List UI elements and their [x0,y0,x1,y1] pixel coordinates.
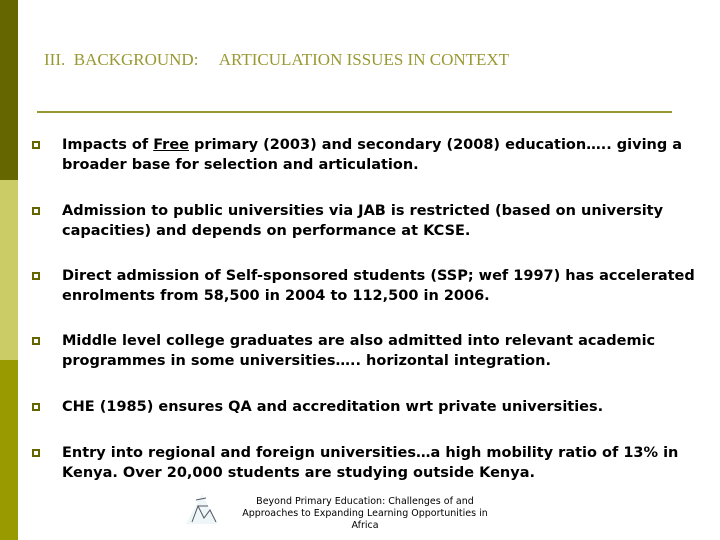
bullet-text: Middle level college graduates are also admitted into relevant academic programmes in some universities….. horizontal integration. [62,333,656,369]
square-bullet-icon [32,337,40,345]
square-bullet-icon [32,272,40,280]
square-bullet-icon [32,449,40,457]
side-bar-middle [0,180,18,360]
square-bullet-icon [32,403,40,411]
square-bullet-icon [32,141,40,149]
bullet-text: Direct admission of Self-sponsored students (SSP; wef 1997) has accelerated enrolments from 58,500 in 2004 to 112,500 in 2006. [62,268,695,304]
side-bar-top [0,0,18,180]
slide-title: III. BACKGROUND: ARTICULATION ISSUES IN CONTEXT [44,50,510,69]
bullet-item [32,444,702,483]
organization-logo-icon [184,492,220,526]
bullet-item [32,398,702,418]
bullet-text: CHE (1985) ensures QA and accreditation wrt private universities. [62,399,604,415]
bullet-text: Impacts of Free primary (2003) and secondary (2008) education….. giving a broader base for selection and articulation. [62,137,683,173]
bullet-item [32,136,702,175]
bullet-item [32,202,702,241]
title-divider [37,111,672,113]
bullet-text: Admission to public universities via JAB is restricted (based on university capacities) and depends on performance at KCSE. [62,203,664,239]
bullet-item [32,332,702,371]
bullet-item [32,267,702,306]
side-bar-bottom [0,360,18,540]
square-bullet-icon [32,207,40,215]
slide-footer: Beyond Primary Education: Challenges of and Approaches to Expanding Learning Opportunities in Africa [242,496,488,531]
bullet-text: Entry into regional and foreign universities…a high mobility ratio of 13% in Kenya. Over 20,000 students are studying outside Kenya. [62,445,679,481]
